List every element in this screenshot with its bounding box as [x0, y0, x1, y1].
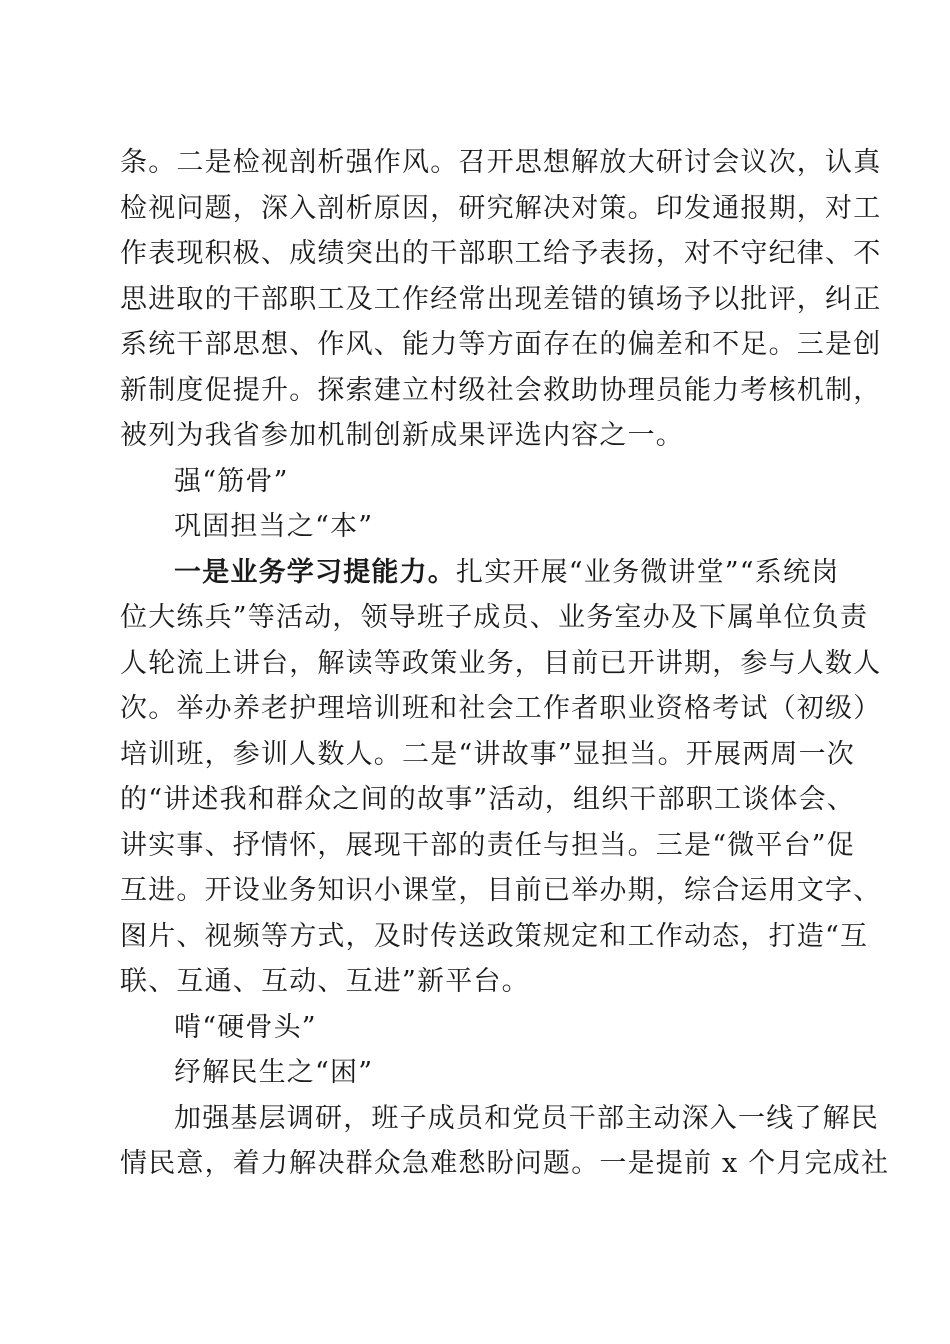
paragraph-line: 培训班，参训人数人。二是“讲故事”显担当。开展两周一次 — [120, 738, 856, 770]
paragraph-line: 新制度促提升。探索建立村级社会救助协理员能力考核机制， — [120, 374, 882, 406]
document-body — [120, 140, 890, 1187]
section-subheading: 巩固担当之“本” — [174, 511, 374, 542]
paragraph-line: 人轮流上讲台，解读等政策业务，目前已开讲期，参与人数人 — [120, 647, 882, 679]
paragraph-line: 情民意，着力解决群众急难愁盼问题。一是提前 x 个月完成社 — [120, 1148, 890, 1179]
paragraph-line: 系统干部思想、作风、能力等方面存在的偏差和不足。三是创 — [120, 329, 882, 360]
paragraph-line: 讲实事、抒情怀，展现干部的责任与担当。三是“微平台”促 — [120, 829, 856, 861]
paragraph-line: 位大练兵”等活动，领导班子成员、业务室办及下属单位负责 — [120, 602, 869, 633]
paragraph-line: 的“讲述我和群众之间的故事”活动，组织干部职工谈体会、 — [120, 784, 856, 815]
paragraph-line: 次。举办养老护理培训班和社会工作者职业资格考试（初级） — [120, 693, 882, 724]
paragraph-text: 扎实开展“业务微讲堂”“系统岗 — [456, 556, 840, 588]
section-heading: 啃“硬骨头” — [174, 1011, 317, 1043]
paragraph-2 — [120, 550, 882, 1005]
paragraph-line: 作表现积极、成绩突出的干部职工给予表扬，对不守纪律、不 — [120, 238, 882, 269]
section-heading: 强“筋骨” — [174, 465, 289, 497]
paragraph-line: 互进。开设业务知识小课堂，目前已举办期，综合运用文字、 — [120, 875, 882, 906]
paragraph-line: 思进取的干部职工及工作经常出现差错的镇场予以批评，纠正 — [120, 283, 882, 315]
paragraph-line: 图片、视频等方式，及时传送政策规定和工作动态，打造“互 — [120, 920, 869, 952]
paragraph-line: 加强基层调研，班子成员和党员干部主动深入一线了解民 — [174, 1102, 879, 1134]
paragraph-1 — [120, 140, 882, 459]
paragraph-line: 检视问题，深入剖析原因，研究解决对策。印发通报期，对工 — [120, 192, 882, 224]
paragraph-line: 被列为我省参加机制创新成果评选内容之一。 — [120, 420, 684, 451]
bold-lead-text: 一是业务学习提能力。 — [174, 556, 456, 588]
paragraph-line: 联、互通、互动、互进”新平台。 — [120, 966, 530, 997]
paragraph-line: 条。二是检视剖析强作风。召开思想解放大研讨会议次，认真 — [120, 147, 882, 178]
section-subheading: 纾解民生之“困” — [174, 1057, 374, 1088]
paragraph-first-line — [120, 550, 840, 596]
paragraph-3 — [120, 1096, 890, 1187]
